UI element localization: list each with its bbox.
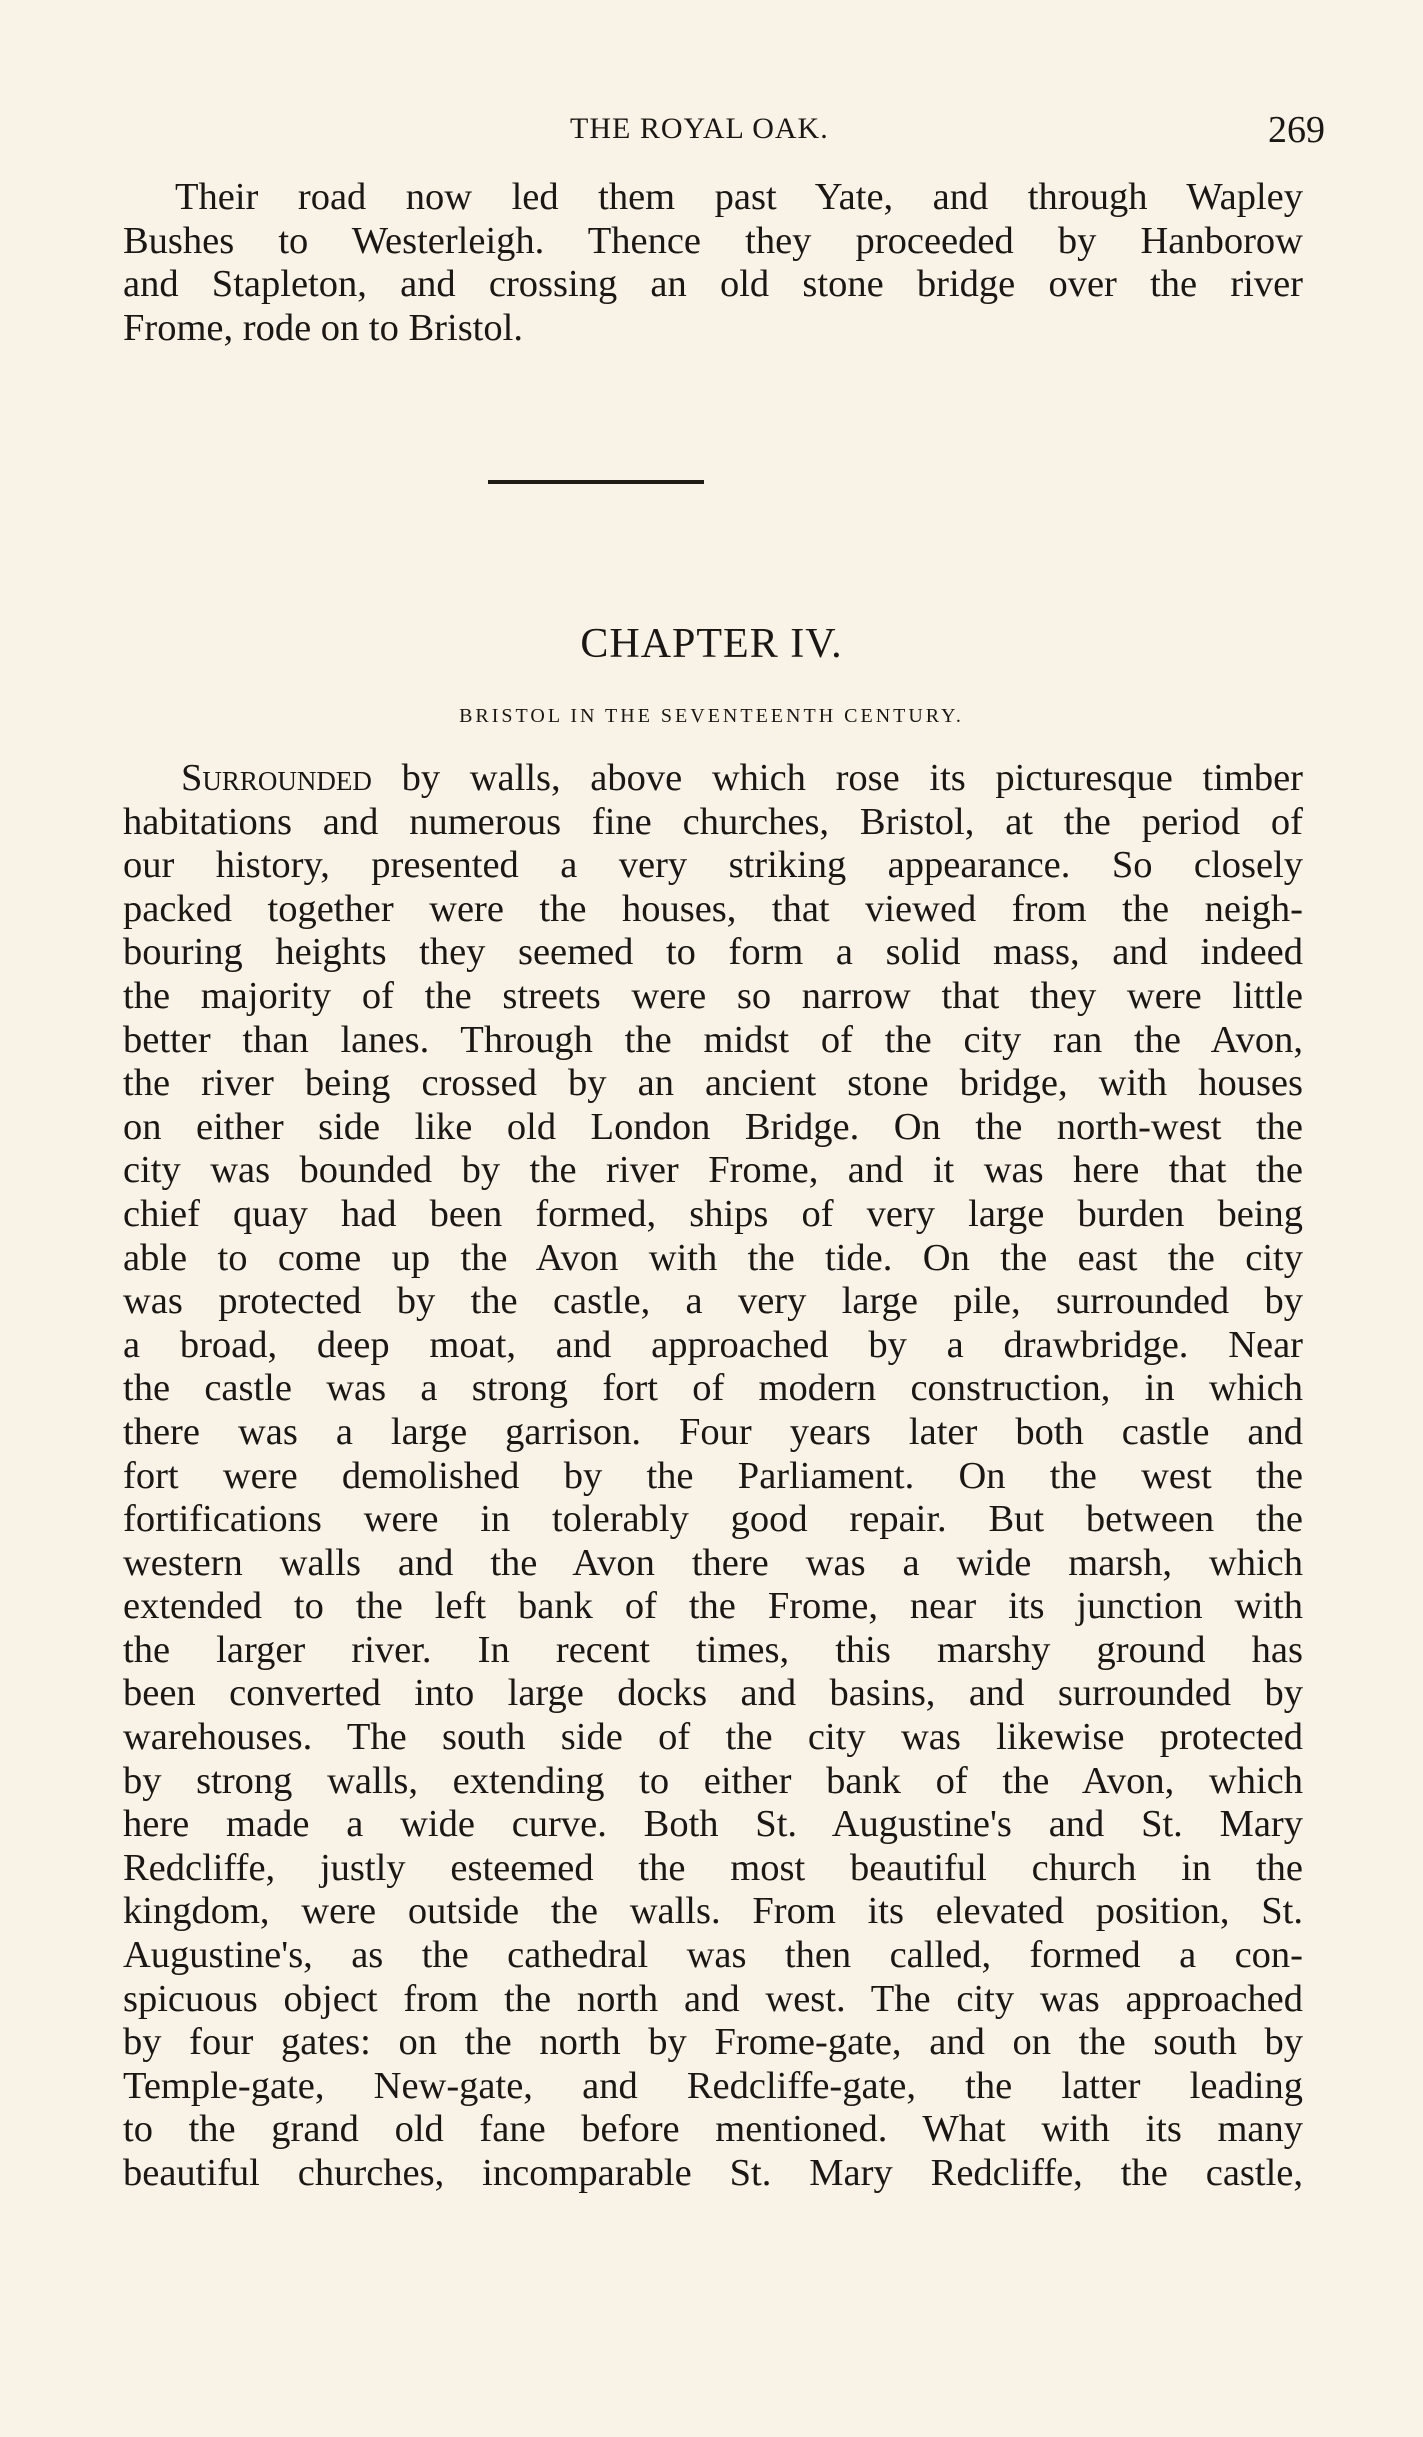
paragraph-line: the castle was a strong fort of modern construction, in which: [123, 1367, 1303, 1410]
paragraph-line: [123, 757, 1303, 801]
drop-lead-word: Surrounded: [181, 757, 372, 799]
chapter-body: [123, 757, 1303, 2196]
paragraph-line: able to come up the Avon with the tide. On the east the city: [123, 1236, 1303, 1279]
paragraph-line: fortifications were in tolerably good repair. But between the: [123, 1498, 1303, 1541]
paragraph-line: and Stapleton, and crossing an old stone bridge over the river: [123, 263, 1303, 306]
intro-paragraph: [123, 176, 1303, 350]
paragraph-line: to the grand old fane before mentioned. What with its many: [123, 2108, 1303, 2151]
paragraph-line: a broad, deep moat, and approached by a drawbridge. Near: [123, 1323, 1303, 1366]
paragraph-line: the majority of the streets were so narrow that they were little: [123, 974, 1303, 1017]
paragraph-line: Their road now led them past Yate, and through Wapley: [175, 176, 1303, 218]
paragraph-line: Frome, rode on to Bristol.: [123, 306, 523, 349]
paragraph-line: our history, presented a very striking appearance. So closely: [123, 844, 1303, 887]
paragraph-line: spicuous object from the north and west. The city was approached: [123, 1977, 1303, 2020]
paragraph-line: beautiful churches, incomparable St. Mary Redcliffe, the castle,: [123, 2152, 1303, 2194]
paragraph-line: on either side like old London Bridge. On the north-west the: [123, 1105, 1303, 1148]
paragraph-line: was protected by the castle, a very large pile, surrounded by: [123, 1280, 1303, 1323]
paragraph-line: the river being crossed by an ancient stone bridge, with houses: [123, 1062, 1303, 1105]
paragraph-line: by strong walls, extending to either bank of the Avon, which: [123, 1759, 1303, 1802]
paragraph-line: better than lanes. Through the midst of the city ran the Avon,: [123, 1018, 1303, 1061]
paragraph-line: bouring heights they seemed to form a solid mass, and indeed: [123, 931, 1303, 974]
first-line-text: by walls, above which rose its picturesque timber: [401, 757, 1304, 799]
paragraph-line: kingdom, were outside the walls. From its elevated position, St.: [123, 1890, 1303, 1933]
paragraph-line: here made a wide curve. Both St. Augustine's and St. Mary: [123, 1803, 1303, 1846]
paragraph-line: chief quay had been formed, ships of very large burden being: [123, 1192, 1303, 1235]
paragraph-line: Redcliffe, justly esteemed the most beautiful church in the: [123, 1846, 1303, 1889]
paragraph-line: city was bounded by the river Frome, and it was here that the: [123, 1149, 1303, 1192]
paragraph-line: fort were demolished by the Parliament. On the west the: [123, 1454, 1303, 1497]
running-title: THE ROYAL OAK.: [570, 112, 829, 145]
running-header: [0, 108, 1423, 158]
paragraph-line: the larger river. In recent times, this marshy ground has: [123, 1628, 1303, 1671]
paragraph-line: Temple-gate, New-gate, and Redcliffe-gate, the latter leading: [123, 2064, 1303, 2107]
section-divider-rule: [488, 480, 704, 484]
paragraph-line: been converted into large docks and basins, and surrounded by: [123, 1672, 1303, 1715]
paragraph-line: packed together were the houses, that viewed from the neigh-: [123, 887, 1303, 930]
paragraph-line: Augustine's, as the cathedral was then called, formed a con-: [123, 1934, 1303, 1977]
paragraph-line: habitations and numerous fine churches, Bristol, at the period of: [123, 800, 1303, 843]
chapter-title: CHAPTER IV.: [580, 621, 843, 667]
paragraph-line: extended to the left bank of the Frome, near its junction with: [123, 1585, 1303, 1628]
paragraph-line: there was a large garrison. Four years later both castle and: [123, 1410, 1303, 1453]
chapter-subtitle: BRISTOL IN THE SEVENTEENTH CENTURY.: [459, 705, 964, 727]
paragraph-line: western walls and the Avon there was a wide marsh, which: [123, 1541, 1303, 1584]
page-number: 269: [1268, 109, 1325, 151]
paragraph-line: by four gates: on the north by Frome-gate, and on the south by: [123, 2021, 1303, 2064]
paragraph-line: Bushes to Westerleigh. Thence they proceeded by Hanborow: [123, 219, 1303, 262]
paragraph-line: warehouses. The south side of the city was likewise protected: [123, 1716, 1303, 1759]
